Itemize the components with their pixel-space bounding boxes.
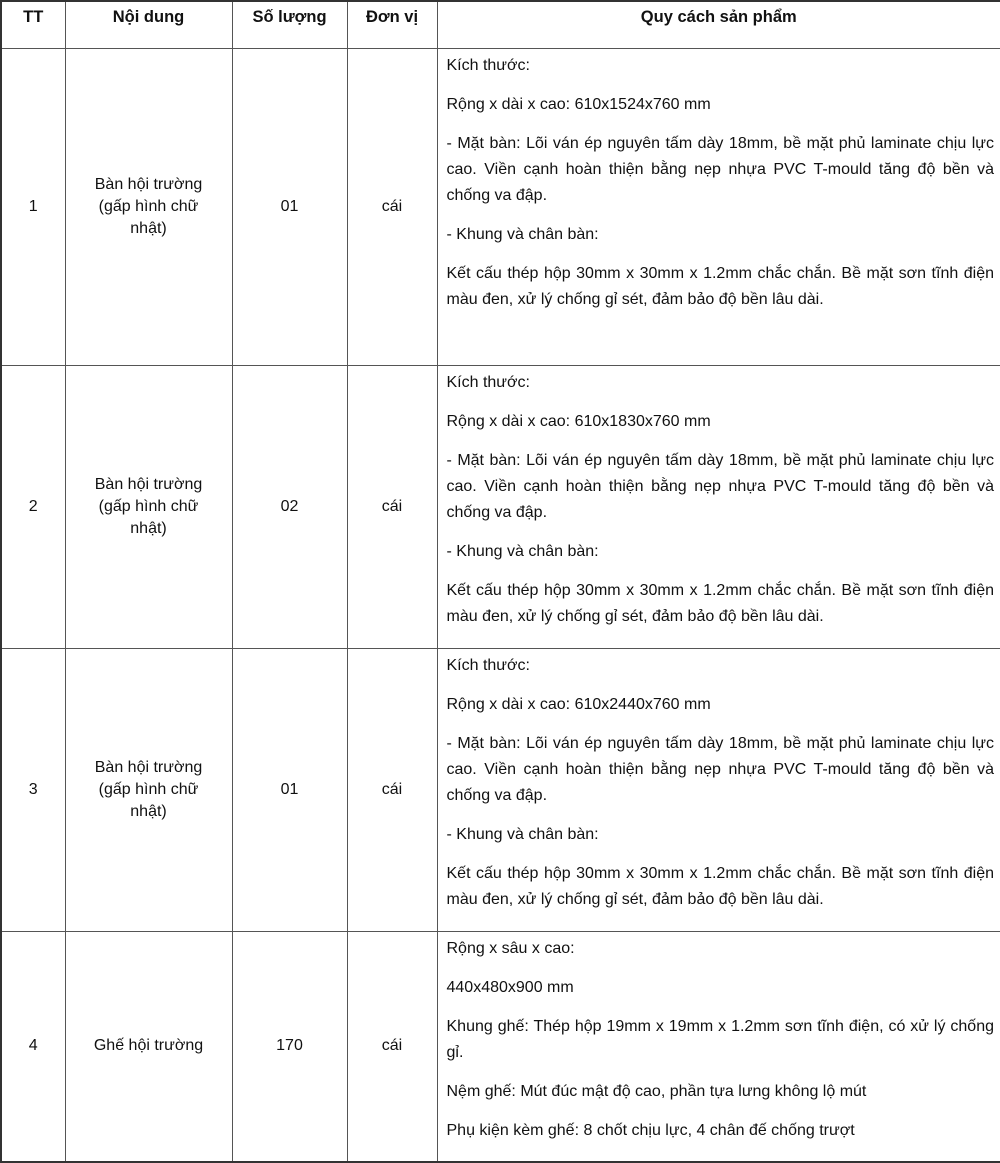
spec-line: Kết cấu thép hộp 30mm x 30mm x 1.2mm chắc chắn. Bề mặt sơn tĩnh điện màu đen, xử lý chống gỉ sét, đảm bảo độ bền lâu dài. [446,865,994,908]
spec-line: - Mặt bàn: Lõi ván ép nguyên tấm dày 18mm, bề mặt phủ laminate chịu lực cao. Viền cạnh hoàn thiện bằng nẹp nhựa PVC T-mould tăng độ bền và chống va đập. [446,135,994,204]
table-row [1,366,1000,649]
header-quantity: Số lượng [232,1,347,49]
row-number: 4 [1,932,65,1162]
spec-line: Nệm ghế: Mút đúc mật độ cao, phần tựa lưng không lộ mút [446,1083,867,1100]
item-specification [437,932,1000,1162]
item-name: Ghế hội trường [65,932,232,1162]
spec-line: Khung ghế: Thép hộp 19mm x 19mm x 1.2mm sơn tĩnh điện, có xử lý chống gỉ. [446,1018,994,1061]
row-number: 1 [1,49,65,366]
spec-line: - Khung và chân bàn: [446,826,599,843]
spec-line: Phụ kiện kèm ghế: 8 chốt chịu lực, 4 chân đế chống trượt [446,1122,855,1139]
item-quantity: 01 [232,649,347,932]
table-row [1,49,1000,366]
row-number: 3 [1,649,65,932]
spec-line: Kích thước: [446,657,530,674]
spec-line: - Mặt bàn: Lõi ván ép nguyên tấm dày 18mm, bề mặt phủ laminate chịu lực cao. Viền cạnh hoàn thiện bằng nẹp nhựa PVC T-mould tăng độ bền và chống va đập. [446,452,994,521]
table-row [1,932,1000,1162]
spec-line: Kết cấu thép hộp 30mm x 30mm x 1.2mm chắc chắn. Bề mặt sơn tĩnh điện màu đen, xử lý chống gỉ sét, đảm bảo độ bền lâu dài. [446,265,994,308]
item-name: Bàn hội trường (gấp hình chữ nhật) [65,366,232,649]
item-specification [437,649,1000,932]
item-quantity: 02 [232,366,347,649]
item-unit: cái [347,932,437,1162]
spec-line: - Mặt bàn: Lõi ván ép nguyên tấm dày 18mm, bề mặt phủ laminate chịu lực cao. Viền cạnh hoàn thiện bằng nẹp nhựa PVC T-mould tăng độ bền và chống va đập. [446,735,994,804]
item-name: Bàn hội trường (gấp hình chữ nhật) [65,649,232,932]
spec-line: Rộng x sâu x cao: [446,940,575,957]
item-quantity: 01 [232,49,347,366]
spec-line: Rộng x dài x cao: 610x1524x760 mm [446,96,711,113]
item-specification [437,49,1000,366]
spec-line: Rộng x dài x cao: 610x2440x760 mm [446,696,711,713]
item-name: Bàn hội trường (gấp hình chữ nhật) [65,49,232,366]
spec-line: - Khung và chân bàn: [446,226,599,243]
spec-line: Kích thước: [446,374,530,391]
item-quantity: 170 [232,932,347,1162]
header-tt: TT [1,1,65,49]
spec-line: Kích thước: [446,57,530,74]
item-unit: cái [347,366,437,649]
item-specification [437,366,1000,649]
spec-line: 440x480x900 mm [446,979,574,996]
header-unit: Đơn vị [347,1,437,49]
row-number: 2 [1,366,65,649]
table-row [1,649,1000,932]
spec-line: - Khung và chân bàn: [446,543,599,560]
table-header-row [1,1,1000,49]
header-content: Nội dung [65,1,232,49]
item-unit: cái [347,649,437,932]
item-unit: cái [347,49,437,366]
spec-line: Kết cấu thép hộp 30mm x 30mm x 1.2mm chắc chắn. Bề mặt sơn tĩnh điện màu đen, xử lý chống gỉ sét, đảm bảo độ bền lâu dài. [446,582,994,625]
header-specification: Quy cách sản phẩm [437,1,1000,49]
spec-line: Rộng x dài x cao: 610x1830x760 mm [446,413,711,430]
